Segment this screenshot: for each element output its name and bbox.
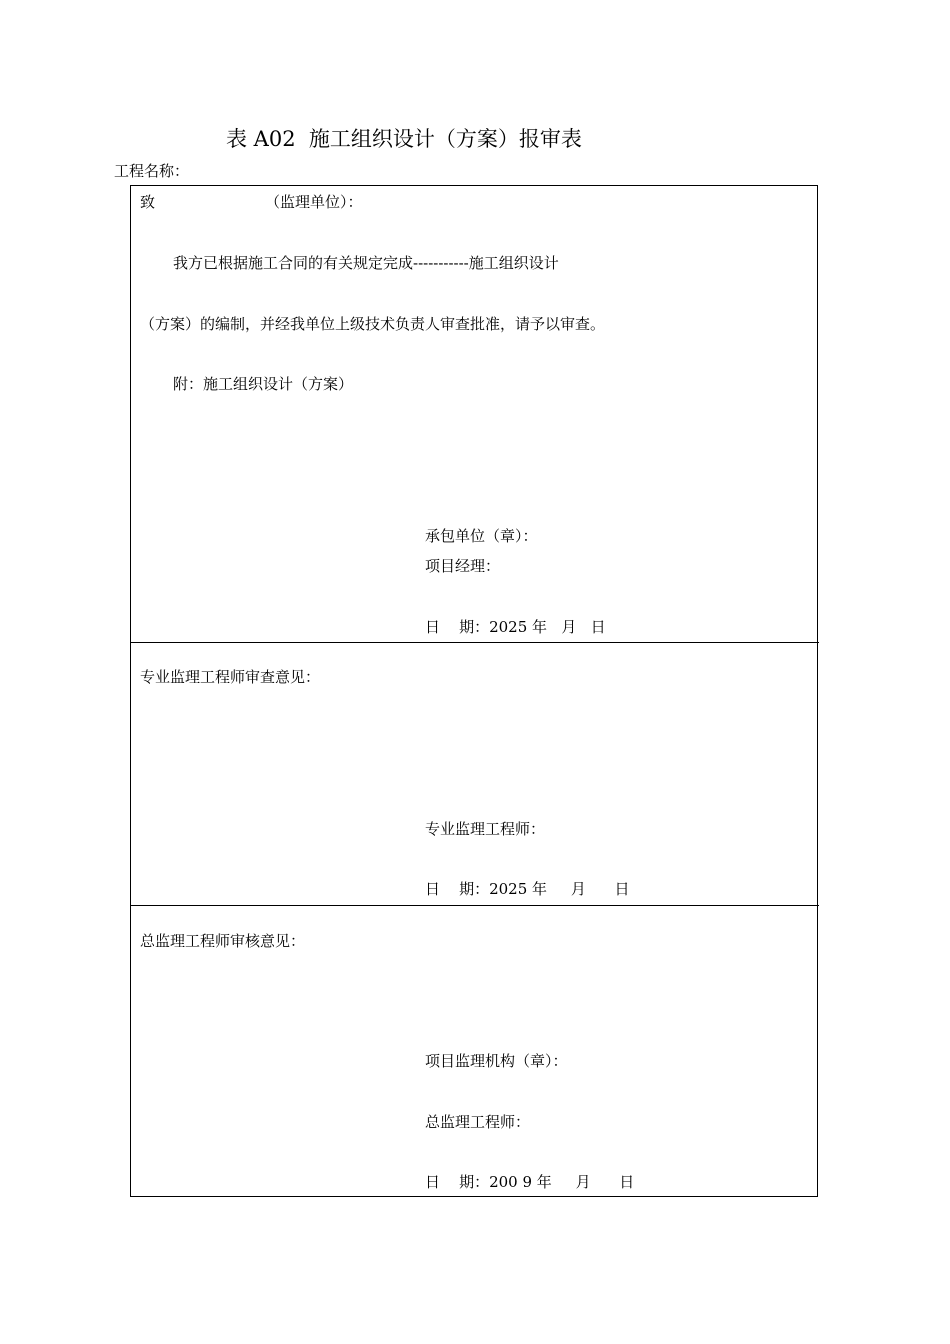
page-title: 表 A02 施工组织设计（方案）报审表 xyxy=(226,127,582,151)
form-table xyxy=(130,185,818,1197)
project-name-label: 工程名称： xyxy=(114,162,190,180)
specialist-date-line: 日 期：2025 年 月 日 xyxy=(425,880,630,898)
section-divider-2 xyxy=(130,905,819,906)
contractor-seal-label: 承包单位（章）： xyxy=(425,527,538,545)
specialist-review-heading: 专业监理工程师审查意见： xyxy=(140,668,321,686)
specialist-engineer-label: 专业监理工程师： xyxy=(425,820,546,838)
project-manager-label: 项目经理： xyxy=(425,557,501,575)
chief-date-line: 日 期：200 9 年 月 日 xyxy=(425,1173,635,1191)
submission-body-line-2: （方案）的编制，并经我单位上级技术负责人审查批准，请予以审查。 xyxy=(140,315,606,333)
section-divider-1 xyxy=(130,642,819,643)
chief-engineer-label: 总监理工程师： xyxy=(425,1113,531,1131)
submission-body-line-1: 我方已根据施工合同的有关规定完成-----------施工组织设计 xyxy=(173,254,559,272)
attachment-line: 附：施工组织设计（方案） xyxy=(173,375,354,393)
contractor-date-line: 日 期：2025 年 月 日 xyxy=(425,618,606,636)
chief-review-heading: 总监理工程师审核意见： xyxy=(140,932,306,950)
supervision-unit-label: （监理单位）： xyxy=(265,193,363,211)
supervision-org-seal-label: 项目监理机构（章）： xyxy=(425,1052,568,1070)
to-prefix: 致 xyxy=(140,193,156,211)
